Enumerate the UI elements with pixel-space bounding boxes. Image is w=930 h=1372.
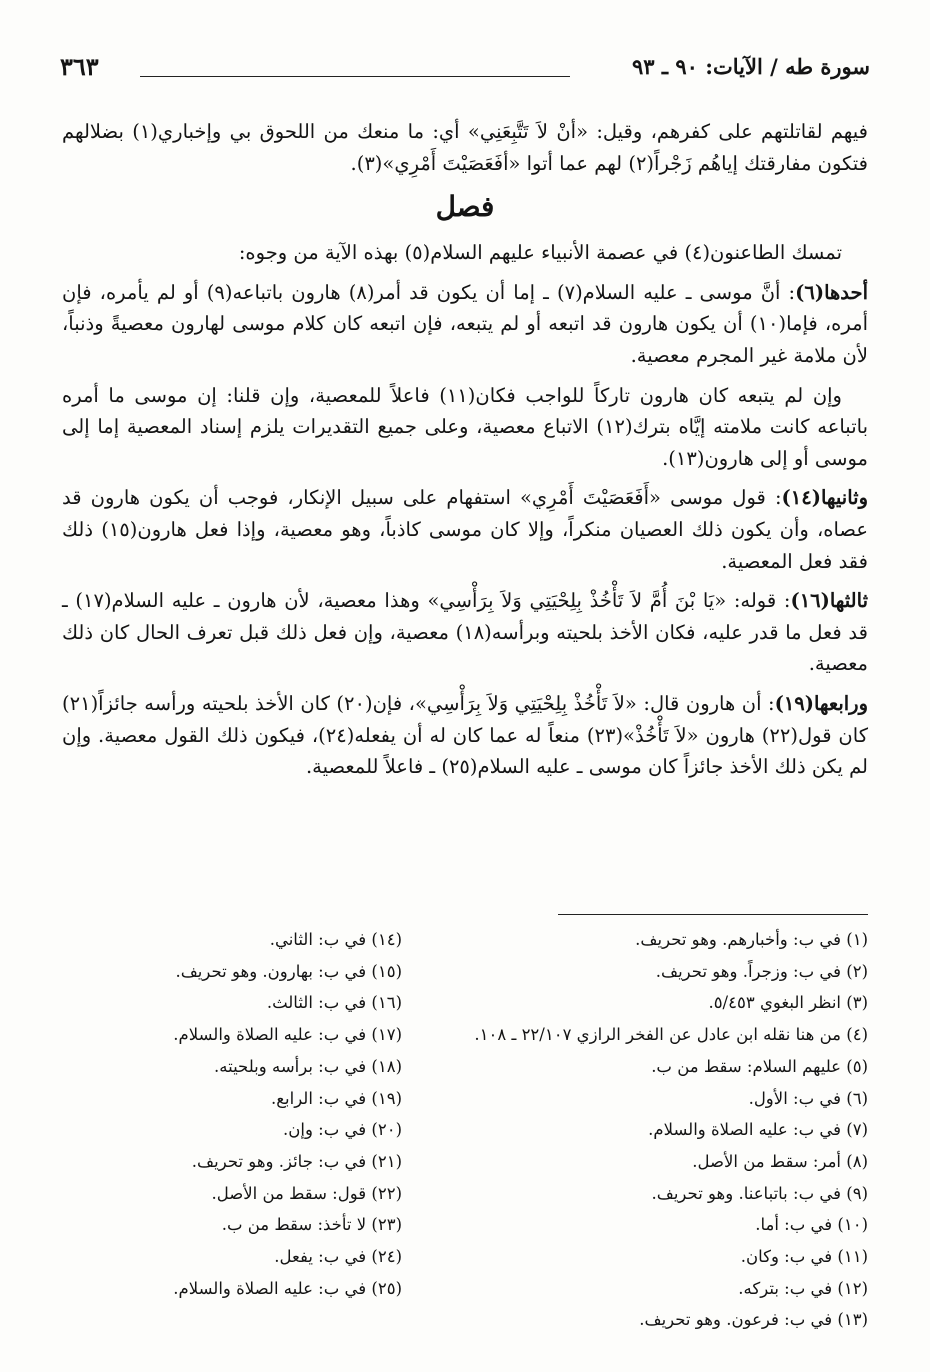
aspect-label-third: ثالثها(١٦)	[790, 589, 868, 613]
section-heading: فصل	[435, 190, 495, 224]
footnote: (٢٥) في ب: عليه الصلاة والسلام.	[173, 1278, 402, 1298]
footnote: (٧) في ب: عليه الصلاة والسلام.	[648, 1120, 868, 1140]
footnotes-column-left	[62, 924, 402, 1304]
main-text	[62, 116, 868, 791]
footnote: (٢١) في ب: جائز. وهو تحريف.	[191, 1151, 402, 1171]
footnote: (٦) في ب: الأول.	[748, 1088, 868, 1108]
footnote: (١١) في ب: وكان.	[740, 1247, 868, 1267]
footnote: (١) في ب: وأخبارهم. وهو تحريف.	[635, 930, 868, 949]
footnote: (٢٤) في ب: يفعل.	[274, 1247, 402, 1267]
footnote: (٥) عليهم السلام: سقط من ب.	[651, 1056, 868, 1076]
surah-title: سورة طه / الآيات: ٩٠ ـ ٩٣	[632, 54, 870, 79]
paragraph-fourth-aspect	[62, 688, 868, 783]
footnote: (١٣) في ب: فرعون. وهو تحريف.	[639, 1310, 868, 1330]
paragraph-first-aspect	[62, 277, 868, 372]
paragraph-second-aspect	[62, 482, 868, 577]
footnote: (٢٣) لا تأخذ: سقط من ب.	[221, 1215, 402, 1235]
footnote: (٢٠) في ب: وإن.	[283, 1120, 402, 1140]
footnote: (٣) انظر البغوي ٥/٤٥٣.	[708, 993, 868, 1013]
aspect-text-third: : قوله: «يَا بْنَ أُمَّ لاَ تَأْخُذْ بِلِحْيَتِي وَلاَ بِرَأْسِي» وهذا معصية، لأن هارون ـ عليه السلام(١٧) ـ قد فعل ما قدر عليه، فكان الأخذ بلحيته وبرأسه(١٨) معصية، وإن فعل ذلك قبل تعرف الحال كان ذلك معصية.	[62, 589, 868, 676]
footnote: (١٩) في ب: الرابع.	[271, 1088, 402, 1108]
aspect-text-fourth: : أن هارون قال: «لاَ تَأْخُذْ بِلِحْيَتِي وَلاَ بِرَأْسِي»، فإن(٢٠) كان الأخذ بلحيته ورأسه جائزاً(٢١) كان قول(٢٢) هارون «لاَ تَأْخُذْ»(٢٣) منعاً له عما كان له أن يفعله(٢٤)، فيكون ذلك القول معصية. وإن لم يكن ذلك الأخذ جائزاً كان موسى ـ عليه السلام(٢٥) ـ فاعلاً للمعصية.	[62, 691, 868, 779]
header-rule	[140, 76, 570, 77]
paragraph-intro: فيهم لقاتلتهم على كفرهم، وقيل: «أنْ لاَ تَتَّبِعَنِي» أي: ما منعك من اللحوق بي وإخباري(١) بضلالهم فتكون مفارقتك إياهُم زَجْراً(٢) لهم عما أتوا «أفَعَصَيْتَ أَمْرِي»(٣).	[62, 120, 869, 175]
aspect-label-second: وثانيها(١٤)	[781, 486, 868, 510]
aspect-label-first: أحدها(٦)	[795, 280, 869, 304]
aspect-text-first: : أنَّ موسى ـ عليه السلام(٧) ـ إما أن يكون قد أمر(٨) هارون باتباعه(٩) أو لم يأمره، فإن أمره، فإما(١٠) أن يكون هارون قد اتبعه أو لم يتبعه، فإن اتبعه كان كلام موسى لهارون معصيةً وذنباً، لأن ملامة غير المجرم معصية.	[62, 280, 869, 367]
footnote: (٢) في ب: وزجراً. وهو تحريف.	[655, 961, 868, 981]
footnote: (١٠) في ب: أما.	[755, 1215, 868, 1235]
footnote: (١٥) في ب: بهارون. وهو تحريف.	[175, 961, 402, 981]
footnote: (٩) في ب: باتباعنا. وهو تحريف.	[651, 1183, 868, 1203]
paragraph-continuation: وإن لم يتبعه كان هارون تاركاً للواجب فكان(١١) فاعلاً للمعصية، وإن قلنا: إن موسى ما أمره باتباعه كانت ملامته إيَّاه بترك(١٢) الاتباع معصية، وعلى جميع التقديرات يلزم إسناد المعصية إما إلى موسى أو إلى هارون(١٣).	[62, 383, 868, 470]
aspect-text-second: : قول موسى «أَفَعَصَيْتَ أَمْرِي» استفهام على سبيل الإنكار، فوجب أن يكون هارون قد عصاه، وأن يكون ذلك العصيان منكراً، وإلا كان موسى كاذباً، وهو معصية، وإذا فعل هارون(١٥) ذلك فقد فعل المعصية.	[62, 486, 868, 573]
footnote: (٤) من هنا نقله ابن عادل عن الفخر الرازي ٢٢/١٠٧ ـ ١٠٨.	[474, 1025, 868, 1045]
footnote: (٨) أمر: سقط من الأصل.	[692, 1151, 868, 1171]
footnote: (٢٢) قول: سقط من الأصل.	[211, 1183, 402, 1203]
paragraph-third-aspect	[62, 585, 868, 680]
running-header	[60, 50, 870, 90]
footnote: (١٨) في ب: برأسه وبلحيته.	[214, 1056, 402, 1076]
footnotes-column-right	[448, 924, 868, 1336]
aspect-label-fourth: ورابعها(١٩)	[774, 691, 869, 715]
footnote: (١٤) في ب: الثاني.	[269, 930, 402, 949]
page-number: ٣٦٣	[60, 52, 99, 81]
footnote: (١٢) في ب: بتركه.	[738, 1278, 868, 1298]
footnote-separator	[558, 914, 868, 915]
paragraph-thesis: تمسك الطاعنون(٤) في عصمة الأنبياء عليهم السلام(٥) بهذه الآية من وجوه:	[238, 241, 842, 265]
footnote: (١٦) في ب: الثالث.	[266, 993, 402, 1013]
footnote: (١٧) في ب: عليه الصلاة والسلام.	[173, 1025, 402, 1045]
